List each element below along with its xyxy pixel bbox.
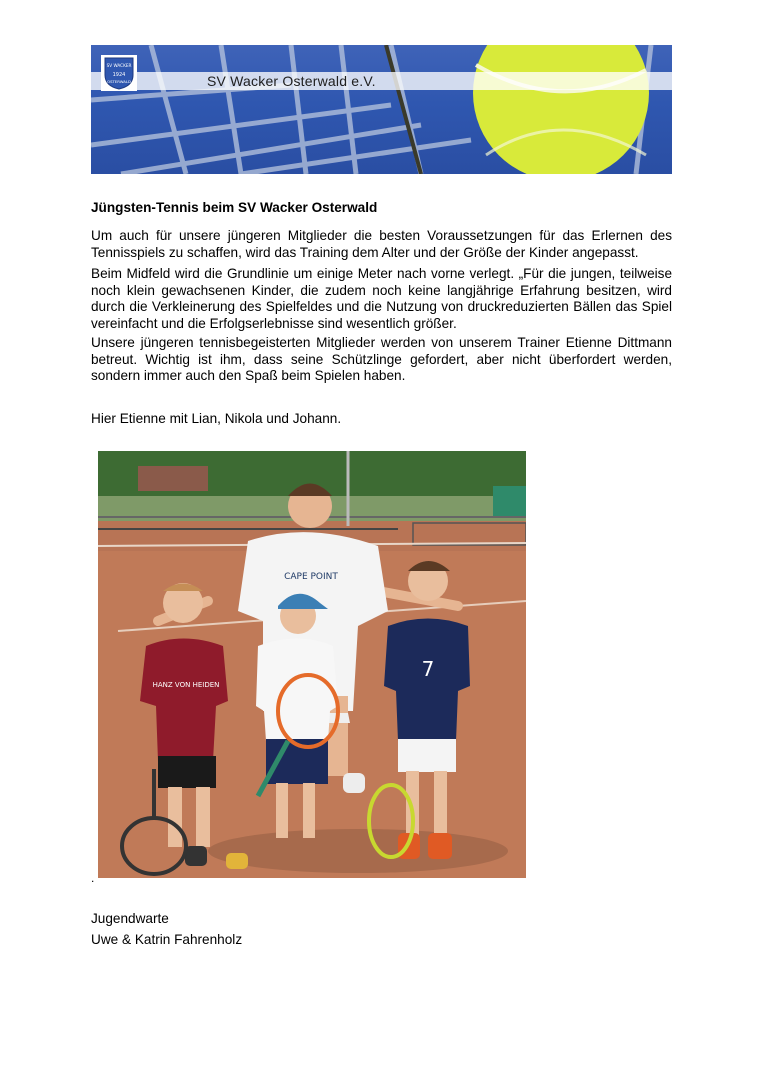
team-photo-illustration [98,451,526,878]
signature-role: Jugendwarte [91,911,169,926]
article-paragraph-1: Um auch für unsere jüngeren Mitglieder die besten Voraussetzungen für das Erlernen des Tennisspiels zu schaffen, wird das Training dem Alter und der Größe der Kinder angepasst. [91,228,672,260]
team-photo [98,451,526,878]
header-banner [91,45,672,174]
kid-left-shirt-text: HANZ VON HEIDEN [152,681,220,689]
tennis-ball [473,45,649,174]
coach-shirt-text: CAPE POINT [284,572,338,582]
club-name: SV Wacker Osterwald e.V. [207,73,376,89]
article-paragraph-2: Beim Midfeld wird die Grundlinie um einige Meter nach vorne verlegt. „Für die jungen, teilweise noch klein gewachsenen Kinder, die zudem noch keine langjährige Erfahrung besitzen, wird durch die Verkleinerung des Spielfeldes und die Nutzung von druckreduzierten Bällen das Spiel vereinfacht und die Erfolgserlebnisse sind wesentlich größer. [91,266,672,331]
photo-caption: Hier Etienne mit Lian, Nikola und Johann. [91,411,342,426]
banner-strip [91,72,672,90]
svg-text:OSTERWALD: OSTERWALD [107,79,131,84]
club-crest-logo [101,55,137,91]
signature-names: Uwe & Katrin Fahrenholz [91,932,243,947]
svg-text:SV WACKER: SV WACKER [106,63,132,68]
article-heading: Jüngsten-Tennis beim SV Wacker Osterwald [91,200,378,215]
svg-text:1924: 1924 [112,72,126,78]
stray-dot: . [91,871,95,885]
tennis-net-background [91,45,672,174]
kid-right-shirt-number: 7 [421,657,435,681]
article-paragraph-3: Unsere jüngeren tennisbegeisterten Mitglieder werden von unserem Trainer Etienne Dittmann betreut. Wichtig ist ihm, dass seine Schützlinge gefordert, aber nicht überfordert werden, sondern immer auch den Spaß beim Spielen haben. [91,335,672,384]
